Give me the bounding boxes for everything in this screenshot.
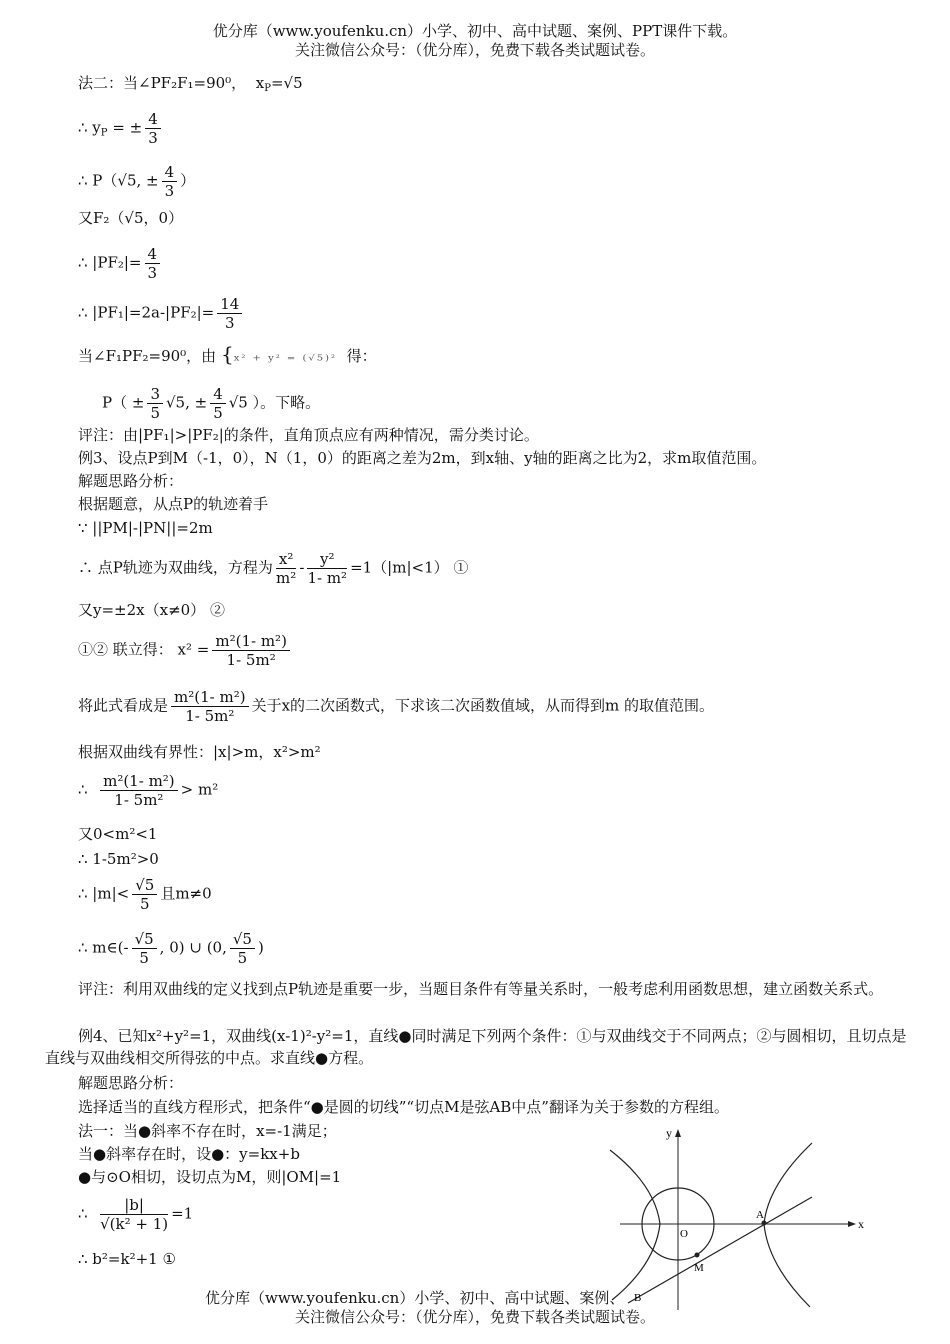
tangent-line: ●与⊙O相切，设切点为M，则|OM|=1: [78, 1168, 342, 1186]
hyperbola-eq-line: ∴ 点P轨迹为双曲线，方程为 $\frac{\text{x²}}{\text{m²}}$ - $\frac{\text{y²}}{\text{1- m²}}$ =1（|m|<1） ①: [78, 550, 469, 587]
tangent-line-l: [628, 1197, 812, 1303]
yp-line: ∴ $y_P$ = ± $\frac{4}{3}$: [78, 110, 164, 147]
p-result-line: P（ ± $\frac{3}{5}$ √5, ± $\frac{4}{5}$ √5 ）。下略。: [102, 385, 321, 422]
positive-line: ∴ 1-5m²>0: [78, 850, 159, 868]
right-angle-line: 当∠F₁PF₂=90⁰，由 {x² + y² = (√5)² 得：: [78, 342, 377, 366]
slope-exists-line: 当●斜率存在时，设●：y=kx+b: [78, 1145, 300, 1163]
p-coord-line: ∴ P（√5, ± $\frac{4}{3}$ ）: [78, 163, 196, 200]
f2-line: 又F₂（√5，0）: [78, 209, 184, 227]
label-m: M: [694, 1262, 704, 1274]
distance-line: ∴ $\frac{|b|}{\text{√(k² + 1)}}$ =1: [78, 1196, 194, 1233]
analysis-heading-1: 解题思路分析：: [78, 472, 184, 490]
quadratic-line: 将此式看成是 $\frac{\text{m²(1- m²)}}{\text{1- 5m²}}$ 关于x的二次函数式，下求该二次函数值域，从而得到m 的取值范围。: [78, 688, 715, 725]
y-axis-arrow: [675, 1129, 681, 1137]
analysis-line-2: 选择适当的直线方程形式，把条件“●是圆的切线”“切点M是弦AB中点”翻译为关于参数的方程组。: [78, 1098, 729, 1116]
label-o: O: [680, 1228, 688, 1240]
since-line: ∵ ||PM|-|PN||=2m: [78, 519, 213, 537]
abs-m-line: ∴ |m|< $\frac{√5}{5}$ 且m≠0: [78, 876, 212, 913]
hyperbola-right-branch: [764, 1143, 812, 1307]
point-m: [695, 1253, 700, 1258]
label-b: B: [634, 1292, 642, 1304]
header-line-2: 关注微信公众号：（优分库），免费下载各类试题试卷。: [294, 41, 655, 59]
method-two-line: 法二：当∠PF₂F₁=90⁰， $x_P=√5$: [78, 74, 303, 94]
analysis-heading-2: 解题思路分析：: [78, 1074, 184, 1092]
comment-1: 评注：由|PF₁|>|PF₂|的条件，直角顶点应有两种情况，需分类讨论。: [78, 426, 539, 444]
example-3: 例3、设点P到M（-1，0），N（1，0）的距离之差为2m，到x轴、y轴的距离之比为2，求m取值范围。: [78, 449, 767, 467]
x-label: x: [858, 1217, 864, 1231]
boundedness-line: 根据双曲线有界性：|x|>m，x²>m²: [78, 743, 321, 761]
line-eq-2: 又y=±2x（x≠0） ②: [78, 601, 225, 619]
hyperbola-left-branch: [610, 1150, 660, 1300]
m2-range-line: 又0<m²<1: [78, 825, 158, 843]
label-a: A: [756, 1209, 764, 1221]
footer-line-2: 关注微信公众号：（优分库），免费下载各类试题试卷。: [294, 1308, 655, 1326]
hyperbola-circle-figure: [600, 1125, 870, 1315]
footer-line-1: 优分库（www.youfenku.cn）小学、初中、高中试题、案例、: [205, 1289, 625, 1307]
header-line-1: 优分库（www.youfenku.cn）小学、初中、高中试题、案例、PPT课件下载。: [212, 22, 738, 40]
comment-2: 评注：利用双曲线的定义找到点P轨迹是重要一步，当题目条件有等量关系时，一般考虑利用函数思想，建立函数关系式。: [78, 980, 884, 998]
point-a: [762, 1221, 767, 1226]
example-4: 例4、已知x²+y²=1，双曲线(x-1)²-y²=1，直线●同时满足下列两个条件：①与双曲线交于不同两点；②与圆相切，且切点是直线与双曲线相交所得弦的中点。求直线●方程。: [45, 1027, 907, 1067]
inequality-line: ∴ $\frac{\text{m²(1- m²)}}{\text{1- 5m²}}$ > m²: [78, 772, 219, 809]
b2-line: ∴ b²=k²+1 ①: [78, 1250, 176, 1268]
x-axis-arrow: [848, 1221, 856, 1227]
y-label: y: [666, 1126, 672, 1140]
analysis-line-1: 根据题意，从点P的轨迹着手: [78, 495, 269, 513]
pf2-line: ∴ |PF₂|= $\frac{4}{3}$: [78, 245, 163, 282]
method-one-line: 法一：当●斜率不存在时，x=-1满足；: [78, 1122, 337, 1140]
combined-line: ①② 联立得： x² = $\frac{\text{m²(1- m²)}}{\text{1- 5m²}}$: [78, 632, 293, 669]
m-interval-line: ∴ m∈(- $\frac{√5}{5}$ , 0) ∪ (0, $\frac{√5}{5}$ ): [78, 930, 264, 967]
pf1-line: ∴ |PF₁|=2a-|PF₂|= $\frac{14}{3}$: [78, 295, 245, 332]
